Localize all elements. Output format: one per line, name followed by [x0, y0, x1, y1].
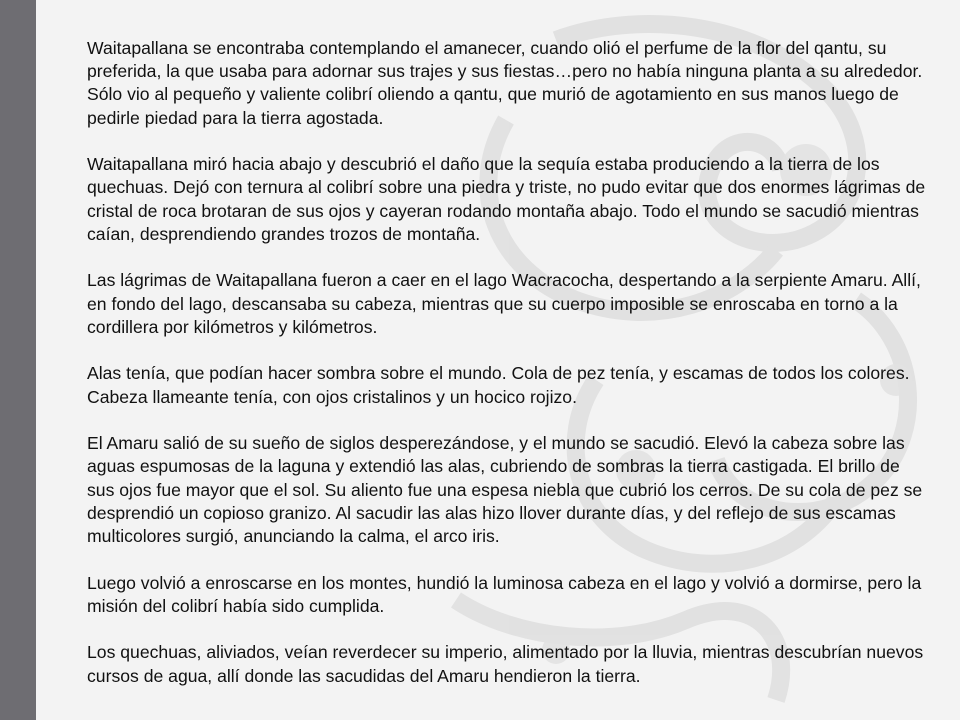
story-paragraph-2: Waitapallana miró hacia abajo y descubrió el daño que la sequía estaba produciendo a la tierra de los quechuas. Dejó con ternura al colibrí sobre una piedra y triste, no pudo evitar que dos enormes lágrimas de cristal de roca brotaran de sus ojos y cayeran rodando montaña abajo. Todo el mundo se sacudió mientras caían, desprendiendo grandes trozos de montaña. [87, 154, 926, 244]
story-paragraph-1: Waitapallana se encontraba contemplando el amanecer, cuando olió el perfume de la flor del qantu, su preferida, la que usaba para adornar sus trajes y sus fiestas…pero no había ninguna planta a su alrededor. Sólo vio al pequeño y valiente colibrí oliendo a qantu, que murió de agotamiento en sus manos luego de pedirle piedad para la tierra agostada. [87, 38, 923, 128]
story-paragraph-4: Alas tenía, que podían hacer sombra sobre el mundo. Cola de pez tenía, y escamas de todos los colores. Cabeza llameante tenía, con ojos cristalinos y un hocico rojizo. [87, 363, 910, 407]
left-accent-bar [0, 0, 36, 720]
story-text-body [87, 37, 927, 711]
story-paragraph-3: Las lágrimas de Waitapallana fueron a caer en el lago Wacracocha, despertando a la serpiente Amaru. Allí, en fondo del lago, descansaba su cabeza, mientras que su cuerpo imposible se enroscaba en torno a la cordillera por kilómetros y kilómetros. [87, 270, 921, 337]
story-paragraph-7: Los quechuas, aliviados, veían reverdecer su imperio, alimentado por la lluvia, mientras descubrían nuevos cursos de agua, allí donde las sacudidas del Amaru hendieron la tierra. [87, 642, 924, 686]
story-paragraph-5: El Amaru salió de su sueño de siglos desperezándose, y el mundo se sacudió. Elevó la cabeza sobre las aguas espumosas de la laguna y extendió las alas, cubriendo de sombras la tierra castigada. El brillo de sus ojos fue mayor que el sol. Su aliento fue una espesa niebla que cubrió los cerros. De su cola de pez se desprendió un copioso granizo. Al sacudir las alas hizo llover durante días, y del reflejo de sus escamas multicolores surgió, anunciando la calma, el arco iris. [87, 433, 923, 547]
story-paragraph-6: Luego volvió a enroscarse en los montes, hundió la luminosa cabeza en el lago y volvió a dormirse, pero la misión del colibrí había sido cumplida. [87, 572, 922, 616]
